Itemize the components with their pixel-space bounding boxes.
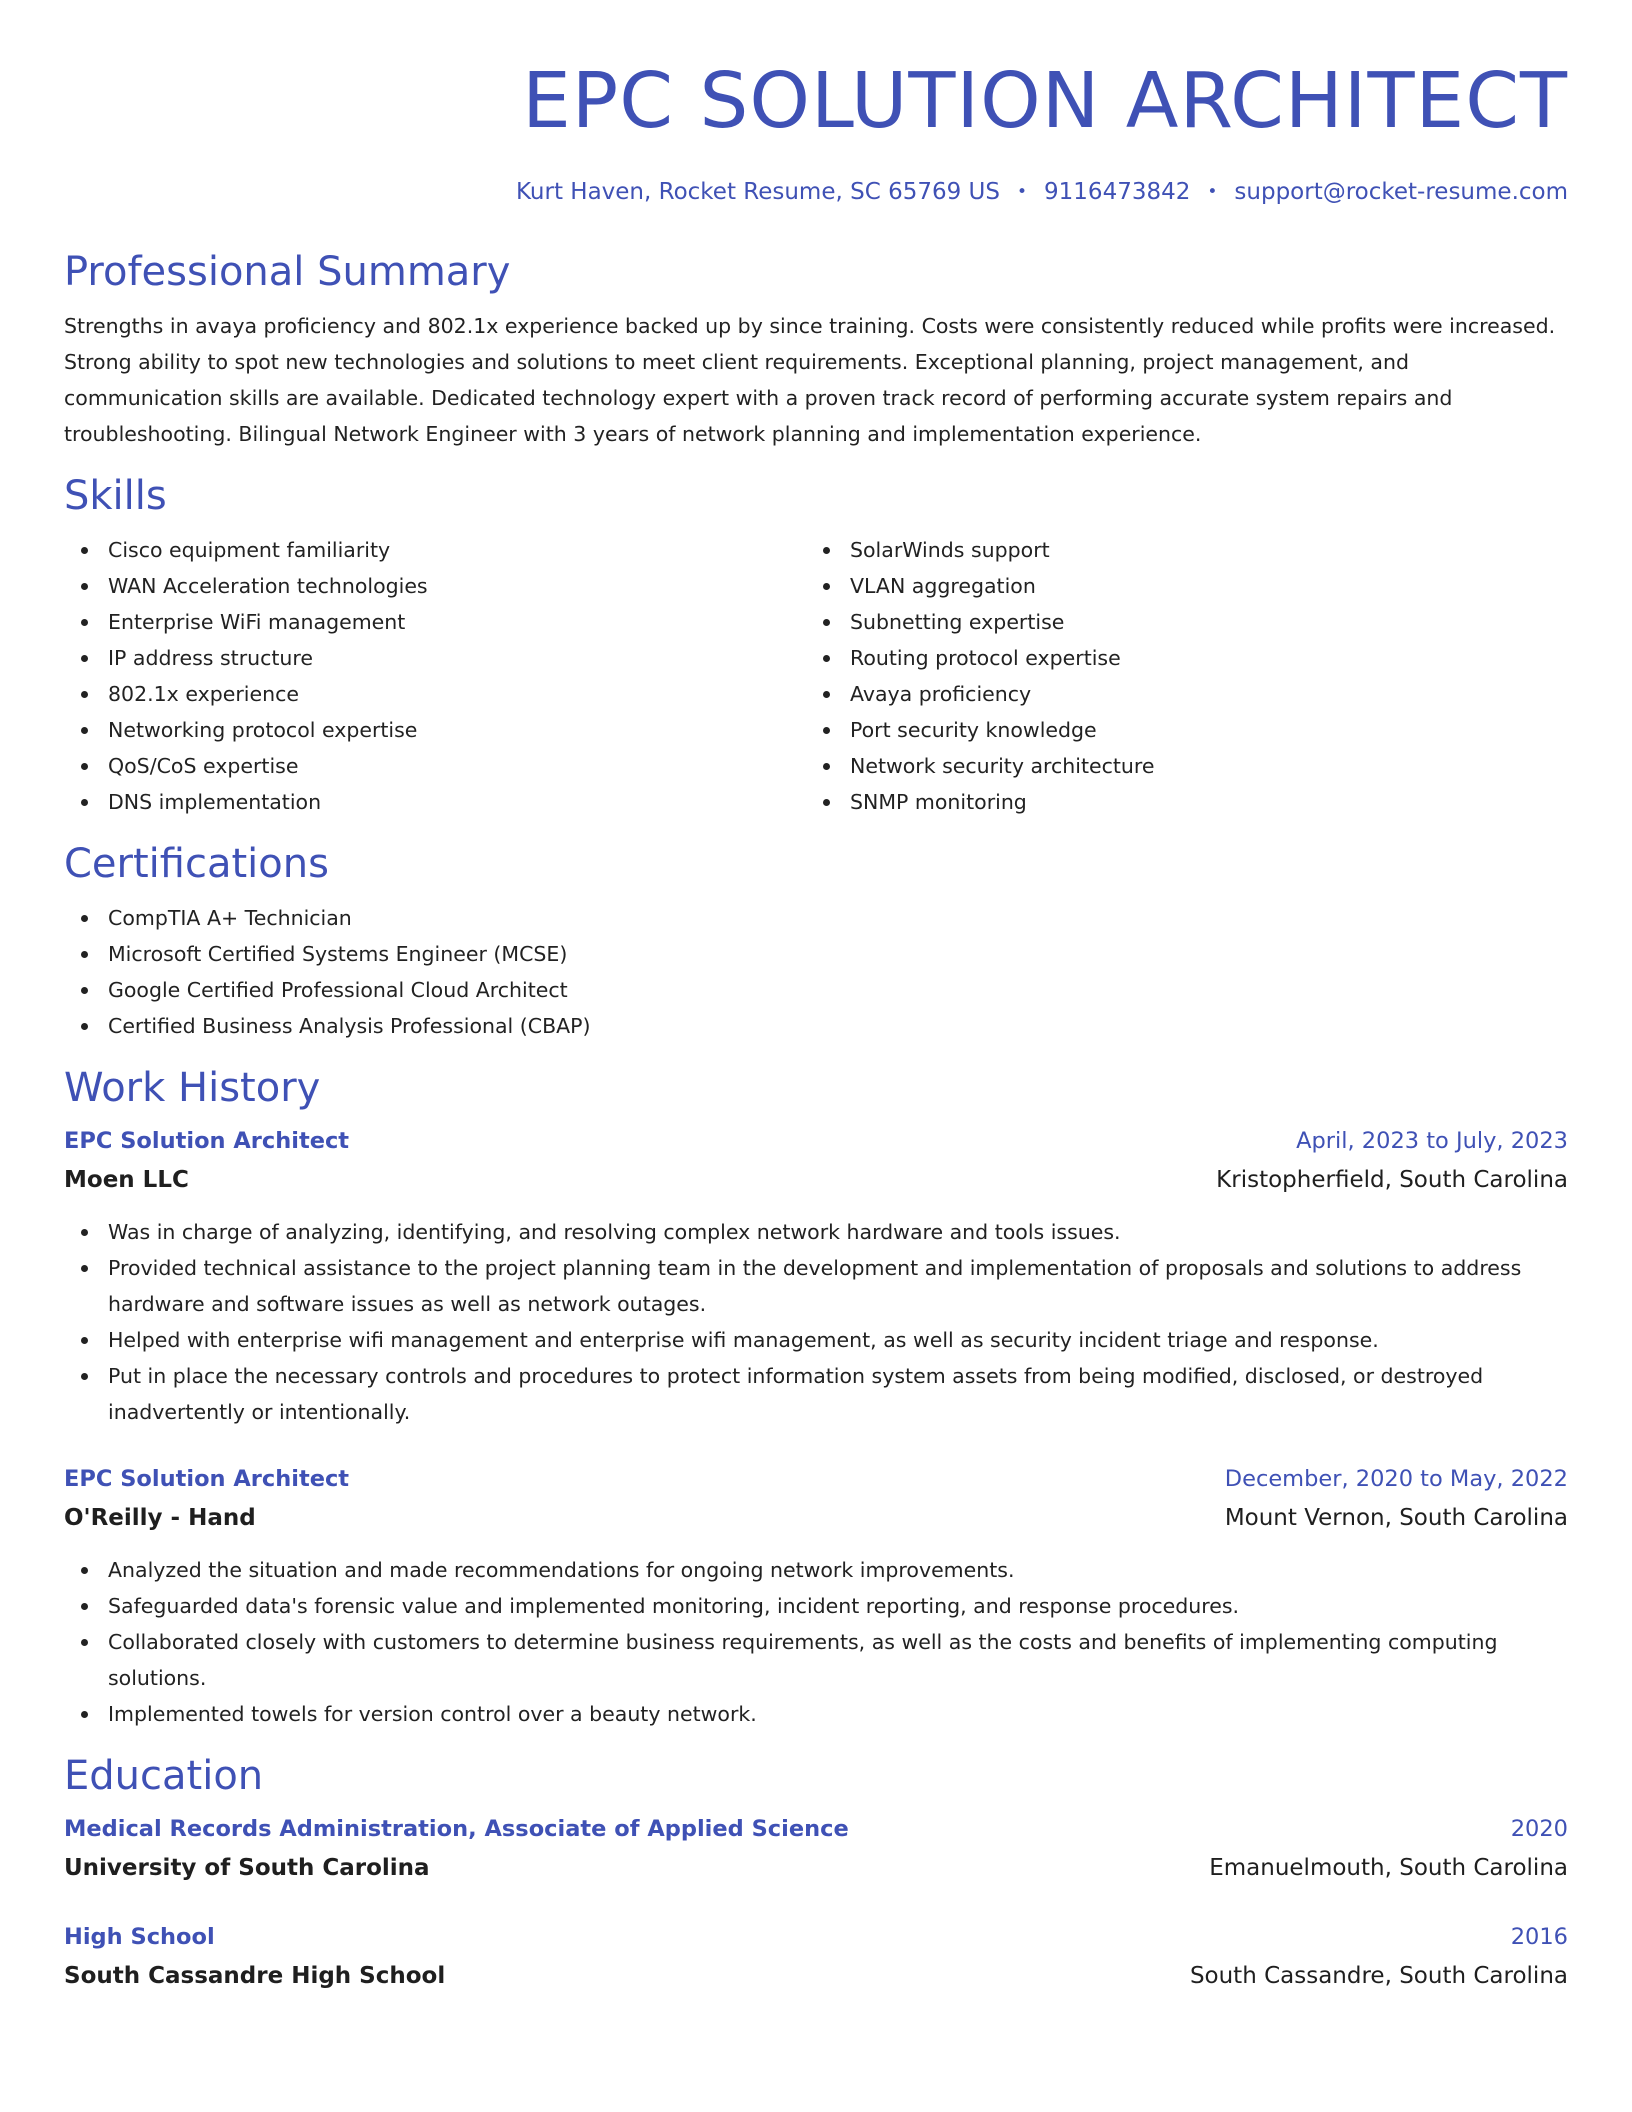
education-entry: [64, 1810, 1568, 1888]
job-company: Moen LLC: [64, 1167, 189, 1193]
summary-text: Strengths in avaya proficiency and 802.1x experience backed up by since training. Costs were consistently reduced while profits were increased. Strong ability to spot new technologies and solutions to meet client requirements. Exceptional planning, project management, and communication skills are available. Dedicated technology expert with a proven track record of performing accurate system repairs and troubleshooting. Bilingual Network Engineer with 3 years of network planning and implementation experience.: [64, 314, 1556, 446]
skill-item: Port security knowledge: [850, 712, 1548, 748]
certification-item: Certified Business Analysis Professional (CBAP): [108, 1008, 1568, 1044]
skill-item: Enterprise WiFi management: [108, 604, 806, 640]
skill-item: Cisco equipment familiarity: [108, 532, 806, 568]
job-bullet: Provided technical assistance to the project planning team in the development and implementation of proposals and solutions to address hardware and software issues as well as network outages.: [108, 1250, 1568, 1322]
summary-section: [64, 246, 1568, 452]
job-entry: [64, 1460, 1568, 1732]
skills-grid: [64, 532, 1568, 820]
education-entry: [64, 1918, 1568, 1996]
education-school: University of South Carolina: [64, 1855, 430, 1881]
education-location: Emanuelmouth, South Carolina: [1209, 1855, 1568, 1881]
job-bullet: Was in charge of analyzing, identifying, and resolving complex network hardware and tools issues.: [108, 1214, 1568, 1250]
education-degree: High School: [64, 1924, 215, 1950]
skills-section: [64, 470, 1568, 820]
skill-item: SolarWinds support: [850, 532, 1548, 568]
education-heading: Education: [64, 1753, 264, 1799]
skills-column-left: [64, 532, 806, 820]
job-dates: December, 2020 to May, 2022: [1224, 1466, 1568, 1492]
contact-address: Kurt Haven, Rocket Resume, SC 65769 US: [515, 179, 1000, 205]
job-dates: April, 2023 to July, 2023: [1296, 1128, 1568, 1154]
job-title: EPC Solution Architect: [64, 1128, 350, 1154]
job-location: Mount Vernon, South Carolina: [1224, 1505, 1568, 1531]
skills-column-right: [806, 532, 1548, 820]
job-bullet: Put in place the necessary controls and procedures to protect information system assets from being modified, disclosed, or destroyed inadvertently or intentionally.: [108, 1358, 1568, 1430]
job-bullet: Helped with enterprise wifi management and enterprise wifi management, as well as security incident triage and response.: [108, 1322, 1568, 1358]
skill-item: SNMP monitoring: [850, 784, 1548, 820]
separator-dot: •: [1207, 182, 1218, 202]
skill-item: 802.1x experience: [108, 676, 806, 712]
job-subheader: [64, 1498, 1568, 1538]
job-bullet: Analyzed the situation and made recommendations for ongoing network improvements.: [108, 1552, 1568, 1588]
job-bullet: Safeguarded data's forensic value and implemented monitoring, incident reporting, and response procedures.: [108, 1588, 1568, 1624]
education-section: [64, 1750, 1568, 1996]
skill-item: IP address structure: [108, 640, 806, 676]
job-subheader: [64, 1160, 1568, 1200]
skill-item: DNS implementation: [108, 784, 806, 820]
skill-item: Routing protocol expertise: [850, 640, 1548, 676]
education-header: [64, 1918, 1568, 1956]
job-location: Kristopherfield, South Carolina: [1216, 1167, 1568, 1193]
job-bullet: Implemented towels for version control over a beauty network.: [108, 1696, 1568, 1732]
job-bullets: [64, 1214, 1568, 1430]
education-subheader: [64, 1848, 1568, 1888]
skills-heading: Skills: [64, 473, 167, 519]
job-bullet: Collaborated closely with customers to determine business requirements, as well as the costs and benefits of implementing computing solutions.: [108, 1624, 1568, 1696]
certification-item: Microsoft Certified Systems Engineer (MCSE): [108, 936, 1568, 972]
job-header: [64, 1460, 1568, 1498]
skill-item: Avaya proficiency: [850, 676, 1548, 712]
certifications-section: [64, 838, 1568, 1044]
contact-line: [64, 176, 1568, 208]
skill-item: Subnetting expertise: [850, 604, 1548, 640]
resume-title: EPC SOLUTION ARCHITECT: [522, 57, 1568, 146]
job-entry: [64, 1122, 1568, 1430]
education-year: 2020: [1510, 1816, 1568, 1842]
job-bullets: [64, 1552, 1568, 1732]
skill-item: VLAN aggregation: [850, 568, 1548, 604]
summary-heading: Professional Summary: [64, 249, 511, 295]
certifications-heading: Certifications: [64, 841, 329, 887]
separator-dot: •: [1017, 182, 1028, 202]
education-degree: Medical Records Administration, Associate of Applied Science: [64, 1816, 849, 1842]
skill-item: QoS/CoS expertise: [108, 748, 806, 784]
skill-item: Networking protocol expertise: [108, 712, 806, 748]
education-year: 2016: [1510, 1924, 1568, 1950]
certification-item: Google Certified Professional Cloud Architect: [108, 972, 1568, 1008]
job-company: O'Reilly - Hand: [64, 1505, 256, 1531]
skills-list-right: [806, 532, 1548, 820]
skill-item: Network security architecture: [850, 748, 1548, 784]
contact-email: support@rocket-resume.com: [1234, 179, 1568, 205]
job-header: [64, 1122, 1568, 1160]
education-school: South Cassandre High School: [64, 1963, 446, 1989]
contact-phone: 9116473842: [1044, 179, 1191, 205]
work-history-heading: Work History: [64, 1065, 321, 1111]
education-header: [64, 1810, 1568, 1848]
resume-header: [64, 0, 1568, 208]
education-subheader: [64, 1956, 1568, 1996]
skills-list-left: [64, 532, 806, 820]
work-history-section: [64, 1062, 1568, 1732]
skill-item: WAN Acceleration technologies: [108, 568, 806, 604]
resume-page: [64, 0, 1568, 1996]
certifications-list: [64, 900, 1568, 1044]
certification-item: CompTIA A+ Technician: [108, 900, 1568, 936]
education-location: South Cassandre, South Carolina: [1189, 1963, 1568, 1989]
job-title: EPC Solution Architect: [64, 1466, 350, 1492]
